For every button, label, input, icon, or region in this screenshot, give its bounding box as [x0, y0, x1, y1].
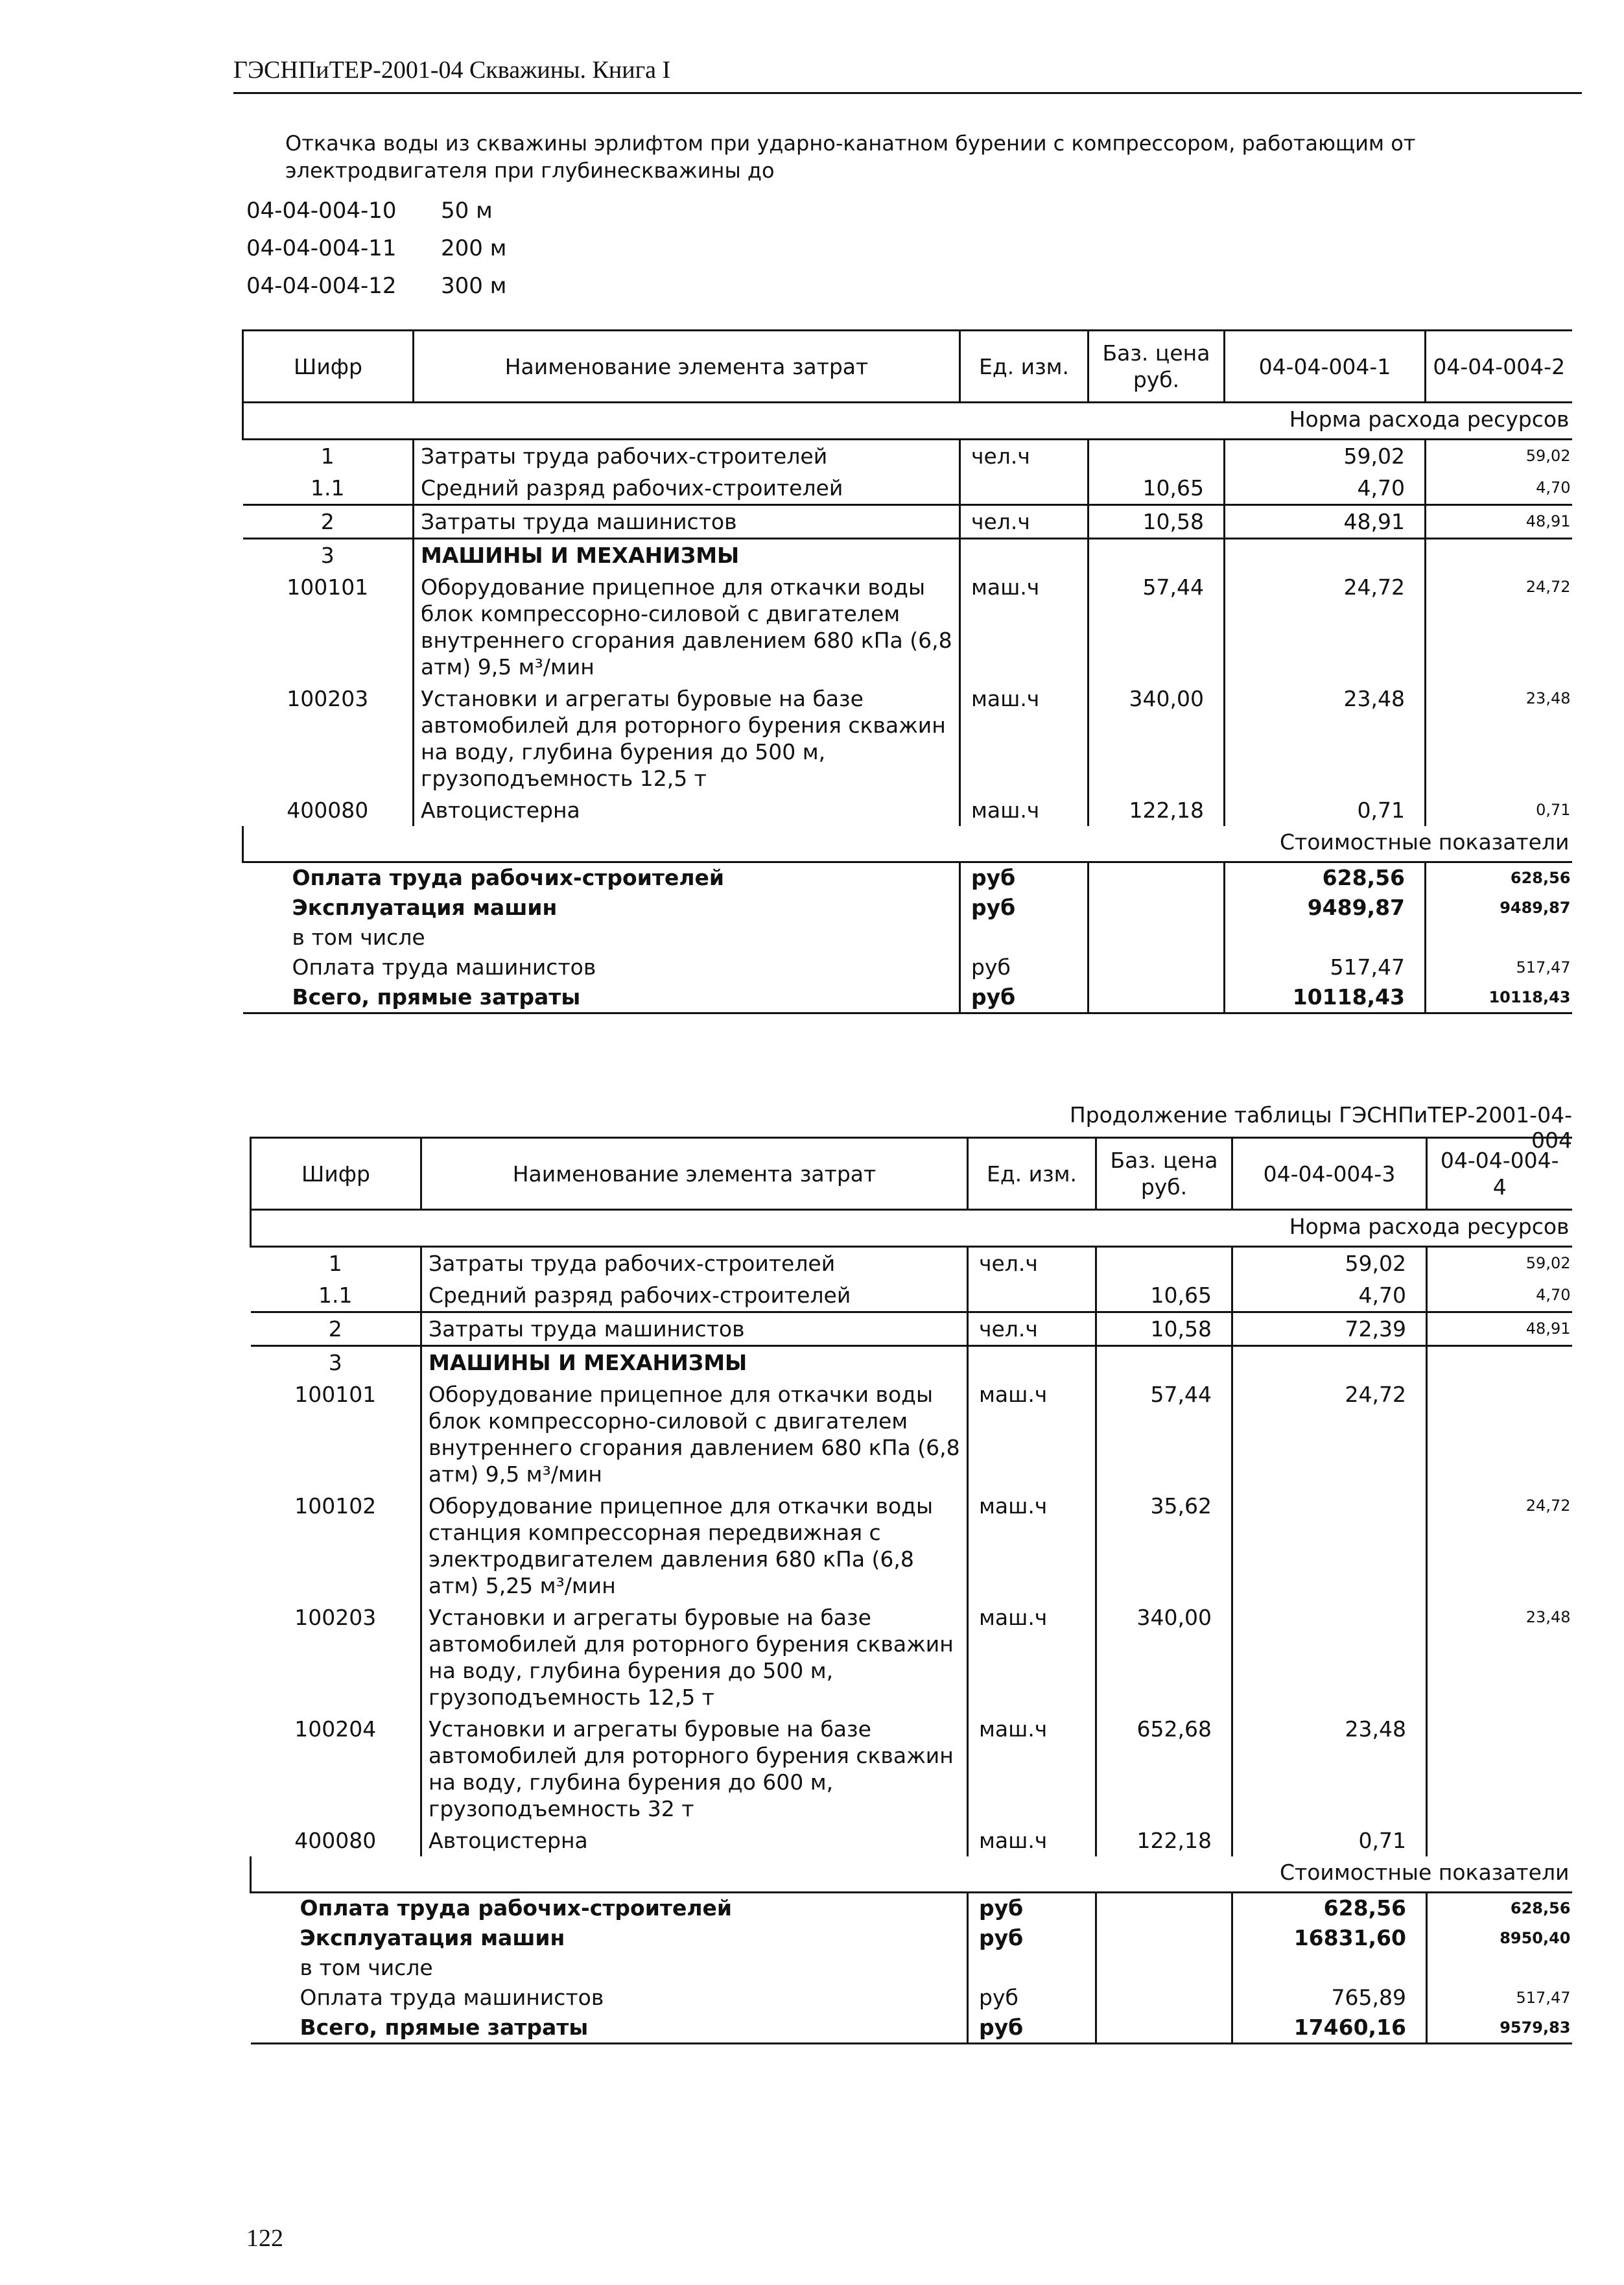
- row-unit: чел.ч: [960, 440, 1089, 473]
- row-base-price: [1089, 539, 1225, 572]
- summary-label: Оплата труда рабочих-строителей: [292, 865, 724, 890]
- row-name: МАШИНЫ И МЕХАНИЗМЫ: [414, 539, 960, 572]
- row-unit: маш.ч: [968, 1602, 1096, 1713]
- col-value1-header: 04-04-004-1: [1225, 331, 1426, 403]
- table-row: [243, 440, 1572, 473]
- row-name: Затраты труда рабочих-строителей: [421, 1247, 968, 1280]
- row-value-2: 0,71: [1426, 794, 1572, 826]
- summary-value-2: 10118,43: [1426, 982, 1572, 1013]
- row-base-price: [1089, 440, 1225, 473]
- page-number: 122: [246, 2225, 283, 2252]
- row-code: 100102: [294, 1493, 377, 1519]
- row-code: 1.1: [243, 472, 414, 505]
- summary-label: Эксплуатация машин: [292, 895, 558, 920]
- row-value-2: 59,02: [1427, 1247, 1572, 1280]
- row-value-1: 23,48: [1232, 1713, 1427, 1825]
- summary-value-2: 9579,83: [1427, 2013, 1572, 2044]
- row-name: Установки и агрегаты буровые на базе автомобилей для роторного бурения скважин на воду, глубина бурения до 500 м, грузоподъемность 12,5 т: [421, 1602, 968, 1713]
- norm-code: 04-04-004-10: [246, 198, 397, 224]
- summary-unit: руб: [968, 1923, 1096, 1953]
- summary-unit: руб: [968, 2013, 1096, 2044]
- summary-empty-cell: [1089, 862, 1225, 894]
- table-row: [251, 1247, 1572, 1280]
- row-value-1: 24,72: [1232, 1379, 1427, 1490]
- summary-empty-cell: [1096, 2013, 1232, 2044]
- row-value-2: [1427, 1346, 1572, 1379]
- summary-value-2: [1427, 1953, 1572, 1983]
- row-value-1: [1232, 1346, 1427, 1379]
- summary-unit: руб: [968, 1893, 1096, 1924]
- section-row: [251, 1856, 1572, 1893]
- code-list: [246, 198, 506, 311]
- summary-unit: руб: [960, 893, 1089, 923]
- resource-table-1: [242, 329, 1572, 1014]
- row-unit: [968, 1346, 1096, 1379]
- table-row: [251, 1312, 1572, 1346]
- row-value-2: 23,48: [1427, 1602, 1572, 1713]
- row-base-price: 340,00: [1096, 1602, 1232, 1713]
- summary-label: Всего, прямые затраты: [251, 2013, 968, 2044]
- row-value-2: 24,72: [1426, 571, 1572, 683]
- cost-section-label: Стоимостные показатели: [251, 1856, 1572, 1893]
- row-base-price: 340,00: [1089, 683, 1225, 794]
- summary-label: Всего, прямые затраты: [243, 982, 960, 1013]
- well-depth: 50 м: [441, 198, 493, 224]
- table-row: [251, 1279, 1572, 1312]
- row-value-1: [1232, 1490, 1427, 1602]
- summary-empty-cell: [1096, 1953, 1232, 1983]
- row-value-2: 48,91: [1426, 505, 1572, 539]
- summary-row: [251, 1893, 1572, 1924]
- row-name: Средний разряд рабочих-строителей: [421, 1279, 968, 1312]
- row-value-2: [1427, 1713, 1572, 1825]
- row-value-1: 23,48: [1225, 683, 1426, 794]
- row-unit: чел.ч: [960, 505, 1089, 539]
- row-code: 100101: [287, 574, 369, 600]
- row-unit: маш.ч: [968, 1490, 1096, 1602]
- row-code: 1: [328, 1251, 342, 1276]
- table-row: [243, 571, 1572, 683]
- row-value-1: 59,02: [1225, 440, 1426, 473]
- section-description: Откачка воды из скважины эрлифтом при ударно-канатном бурении с компрессором, работающим от электродвигателя при глубинескважины до: [285, 131, 1416, 183]
- row-unit: [960, 472, 1089, 505]
- summary-value-2: 517,47: [1426, 953, 1572, 982]
- page-header: ГЭСНПиТЕР-2001-04 Скважины. Книга I: [233, 56, 1582, 94]
- summary-row: [243, 862, 1572, 894]
- summary-value-1: [1225, 923, 1426, 953]
- col-code-header: Шифр: [251, 1138, 421, 1210]
- row-value-2: 23,48: [1426, 683, 1572, 794]
- col-name-header: Наименование элемента затрат: [421, 1138, 968, 1210]
- summary-label: в том числе: [292, 925, 425, 950]
- row-value-2: 48,91: [1427, 1312, 1572, 1346]
- summary-value-1: 17460,16: [1232, 2013, 1427, 2044]
- row-base-price: 122,18: [1089, 794, 1225, 826]
- norm-section-label: Норма расхода ресурсов: [243, 403, 1572, 440]
- row-unit: маш.ч: [960, 683, 1089, 794]
- code-list-item: [246, 235, 506, 273]
- norm-code: 04-04-004-12: [246, 273, 397, 299]
- row-code: 100101: [294, 1382, 377, 1407]
- section-row: [243, 826, 1572, 862]
- row-base-price: 57,44: [1089, 571, 1225, 683]
- row-code: 3: [320, 543, 335, 568]
- row-name: Оборудование прицепное для откачки воды блок компрессорно-силовой с двигателем внутреннего сгорания давлением 680 кПа (6,8 атм) 9,5 м³/мин: [414, 571, 960, 683]
- table-row: [243, 794, 1572, 826]
- summary-empty-cell: [1089, 953, 1225, 982]
- row-name: Затраты труда машинистов: [414, 505, 960, 539]
- summary-unit: руб: [960, 953, 1089, 982]
- well-depth: 200 м: [441, 235, 507, 261]
- summary-label: Оплата труда рабочих-строителей: [300, 1895, 732, 1921]
- row-name: Автоцистерна: [414, 794, 960, 826]
- table-row: [243, 683, 1572, 794]
- row-code: 100203: [287, 686, 369, 711]
- row-value-1: 4,70: [1232, 1279, 1427, 1312]
- summary-value-2: 517,47: [1427, 1983, 1572, 2013]
- row-unit: [960, 539, 1089, 572]
- col-value1-header: 04-04-004-3: [1232, 1138, 1427, 1210]
- col-unit-header: Ед. изм.: [968, 1138, 1096, 1210]
- summary-empty-cell: [1089, 923, 1225, 953]
- summary-empty-cell: [1096, 1893, 1232, 1924]
- table-row: [243, 539, 1572, 572]
- table-header-row: [243, 331, 1572, 403]
- row-value-1: 0,71: [1232, 1825, 1427, 1856]
- row-code: 3: [328, 1350, 342, 1375]
- code-list-item: [246, 198, 506, 235]
- row-value-2: 4,70: [1427, 1279, 1572, 1312]
- summary-empty-cell: [1096, 1923, 1232, 1953]
- code-list-item: [246, 273, 506, 311]
- summary-value-1: 628,56: [1232, 1893, 1427, 1924]
- col-value2-header: 04-04-004-4: [1427, 1138, 1572, 1210]
- well-depth: 300 м: [441, 273, 507, 299]
- row-value-1: [1225, 539, 1426, 572]
- row-value-2: 59,02: [1426, 440, 1572, 473]
- row-base-price: 652,68: [1096, 1713, 1232, 1825]
- col-name-header: Наименование элемента затрат: [414, 331, 960, 403]
- summary-value-1: 16831,60: [1232, 1923, 1427, 1953]
- row-value-1: 59,02: [1232, 1247, 1427, 1280]
- row-base-price: 10,58: [1089, 505, 1225, 539]
- row-unit: маш.ч: [960, 571, 1089, 683]
- summary-value-2: 9489,87: [1426, 893, 1572, 923]
- summary-value-1: 9489,87: [1225, 893, 1426, 923]
- norm-section-label: Норма расхода ресурсов: [251, 1210, 1572, 1247]
- row-code: 100204: [294, 1716, 377, 1742]
- summary-value-1: 765,89: [1232, 1983, 1427, 2013]
- col-price-header: Баз. цена руб.: [1089, 331, 1225, 403]
- row-value-1: 72,39: [1232, 1312, 1427, 1346]
- row-base-price: 35,62: [1096, 1490, 1232, 1602]
- summary-value-1: 628,56: [1225, 862, 1426, 894]
- summary-value-1: 517,47: [1225, 953, 1426, 982]
- table-row: [251, 1825, 1572, 1856]
- summary-value-2: [1426, 923, 1572, 953]
- table-row: [251, 1490, 1572, 1602]
- summary-row: [251, 1923, 1572, 1953]
- table-header-row: [251, 1138, 1572, 1210]
- row-value-1: 0,71: [1225, 794, 1426, 826]
- col-value2-header: 04-04-004-2: [1426, 331, 1572, 403]
- norm-code: 04-04-004-11: [246, 235, 397, 261]
- row-value-2: [1427, 1825, 1572, 1856]
- summary-unit: руб: [968, 1983, 1096, 2013]
- summary-row: [243, 982, 1572, 1013]
- section-row: [243, 403, 1572, 440]
- row-name: Установки и агрегаты буровые на базе автомобилей для роторного бурения скважин на воду, глубина бурения до 500 м, грузоподъемность 12,5 т: [414, 683, 960, 794]
- row-code: 2: [243, 505, 414, 539]
- resource-table-2: [250, 1137, 1572, 2044]
- row-name: Оборудование прицепное для откачки воды станция компрессорная передвижная с электродвигателем давления 680 кПа (6,8 атм) 5,25 м³/мин: [421, 1490, 968, 1602]
- row-unit: чел.ч: [968, 1247, 1096, 1280]
- section-row: [251, 1210, 1572, 1247]
- summary-empty-cell: [1089, 982, 1225, 1013]
- summary-label: Оплата труда машинистов: [300, 1985, 604, 2010]
- summary-label: Оплата труда машинистов: [292, 954, 596, 980]
- table-row: [251, 1346, 1572, 1379]
- row-code: 1.1: [251, 1279, 421, 1312]
- row-code: 2: [251, 1312, 421, 1346]
- row-code: 100203: [294, 1605, 377, 1630]
- row-value-2: [1427, 1379, 1572, 1490]
- row-value-1: 48,91: [1225, 505, 1426, 539]
- row-base-price: 10,65: [1096, 1279, 1232, 1312]
- row-code: 400080: [294, 1828, 377, 1853]
- row-code: 400080: [287, 798, 369, 823]
- row-value-1: 24,72: [1225, 571, 1426, 683]
- table-row: [251, 1379, 1572, 1490]
- continuation-caption: Продолжение таблицы ГЭСНПиТЕР-2001-04-004: [1069, 1102, 1572, 1153]
- summary-unit: [968, 1953, 1096, 1983]
- row-base-price: 122,18: [1096, 1825, 1232, 1856]
- row-name: Оборудование прицепное для откачки воды блок компрессорно-силовой с двигателем внутреннего сгорания давлением 680 кПа (6,8 атм) 9,5 м³/мин: [421, 1379, 968, 1490]
- summary-value-2: 628,56: [1427, 1893, 1572, 1924]
- row-unit: [968, 1279, 1096, 1312]
- summary-row: [243, 923, 1572, 953]
- cost-section-label: Стоимостные показатели: [243, 826, 1572, 862]
- table-row: [251, 1602, 1572, 1713]
- summary-row: [243, 953, 1572, 982]
- summary-empty-cell: [1089, 893, 1225, 923]
- summary-empty-cell: [1096, 1983, 1232, 2013]
- row-base-price: [1096, 1247, 1232, 1280]
- row-unit: маш.ч: [968, 1713, 1096, 1825]
- row-name: Средний разряд рабочих-строителей: [414, 472, 960, 505]
- row-value-1: [1232, 1602, 1427, 1713]
- summary-row: [243, 893, 1572, 923]
- row-value-2: 24,72: [1427, 1490, 1572, 1602]
- row-code: 1: [320, 444, 335, 469]
- row-name: Затраты труда машинистов: [421, 1312, 968, 1346]
- summary-unit: руб: [960, 982, 1089, 1013]
- summary-label: Эксплуатация машин: [300, 1925, 565, 1950]
- col-unit-header: Ед. изм.: [960, 331, 1089, 403]
- row-value-2: [1426, 539, 1572, 572]
- summary-value-2: 628,56: [1426, 862, 1572, 894]
- row-unit: маш.ч: [968, 1379, 1096, 1490]
- table-row: [243, 472, 1572, 505]
- row-unit: маш.ч: [960, 794, 1089, 826]
- summary-unit: руб: [960, 862, 1089, 894]
- row-name: Установки и агрегаты буровые на базе автомобилей для роторного бурения скважин на воду, глубина бурения до 600 м, грузоподъемность 32 т: [421, 1713, 968, 1825]
- row-name: МАШИНЫ И МЕХАНИЗМЫ: [421, 1346, 968, 1379]
- row-base-price: 57,44: [1096, 1379, 1232, 1490]
- row-value-2: 4,70: [1426, 472, 1572, 505]
- table-row: [243, 505, 1572, 539]
- table-row: [251, 1713, 1572, 1825]
- row-unit: маш.ч: [968, 1825, 1096, 1856]
- summary-value-1: [1232, 1953, 1427, 1983]
- row-name: Автоцистерна: [421, 1825, 968, 1856]
- summary-value-2: 8950,40: [1427, 1923, 1572, 1953]
- summary-row: [251, 2013, 1572, 2044]
- summary-value-1: 10118,43: [1225, 982, 1426, 1013]
- col-code-header: Шифр: [243, 331, 414, 403]
- row-base-price: [1096, 1346, 1232, 1379]
- summary-unit: [960, 923, 1089, 953]
- row-base-price: 10,65: [1089, 472, 1225, 505]
- summary-row: [251, 1953, 1572, 1983]
- row-base-price: 10,58: [1096, 1312, 1232, 1346]
- row-value-1: 4,70: [1225, 472, 1426, 505]
- summary-row: [251, 1983, 1572, 2013]
- summary-label: в том числе: [300, 1955, 433, 1980]
- row-unit: чел.ч: [968, 1312, 1096, 1346]
- row-name: Затраты труда рабочих-строителей: [414, 440, 960, 473]
- col-price-header: Баз. цена руб.: [1096, 1138, 1232, 1210]
